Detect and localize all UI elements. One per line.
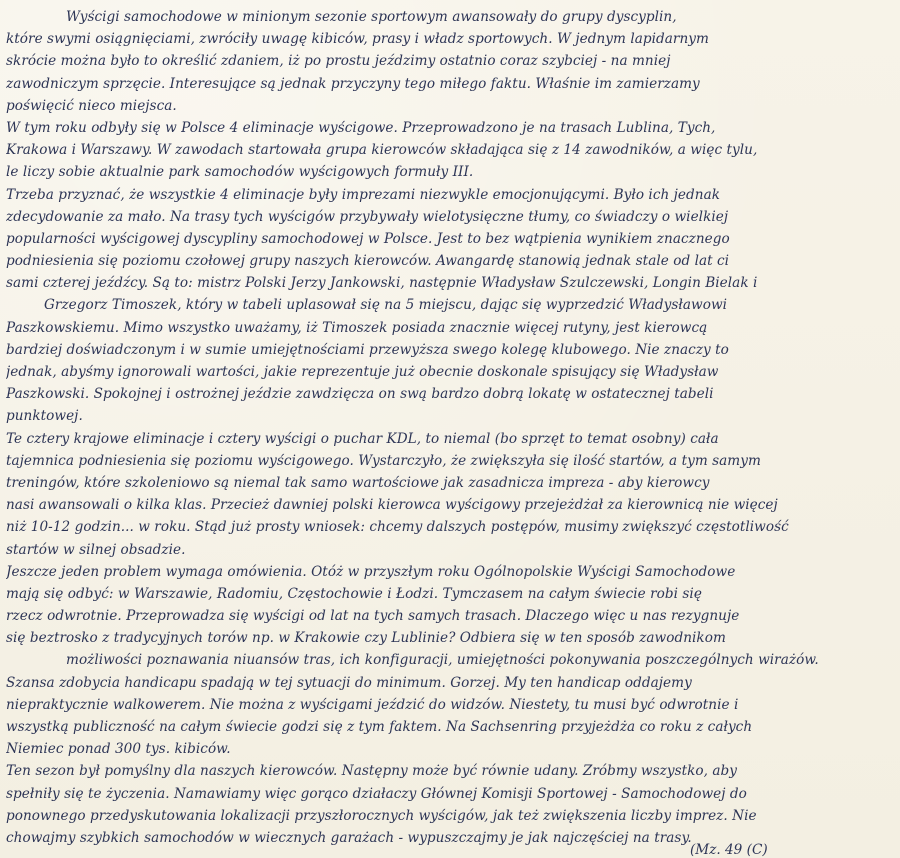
text-line: startów w silnej obsadzie. [6, 541, 186, 558]
text-line: bardziej doświadczonym i w sumie umiejętnościami przewyższa swego kolegę klubowego. Nie znaczy to [6, 341, 729, 358]
text-line: zawodniczym sprzęcie. Interesujące są jednak przyczyny tego miłego faktu. Właśnie im zamierzamy [6, 75, 700, 92]
text-line: się beztrosko z tradycyjnych torów np. w Krakowie czy Lublinie? Odbiera się w ten sposób zawodnikom [6, 630, 726, 647]
text-line: Niemiec ponad 300 tys. kibiców. [6, 741, 231, 758]
text-line: popularności wyścigowej dyscypliny samochodowej w Polsce. Jest to bez wątpienia wynikiem znacznego [6, 230, 730, 247]
text-line: wszystką publiczność na całym świecie godzi się z tym faktem. Na Sachsenring przyjeżdża co roku z całych [6, 719, 753, 735]
text-line: W tym roku odbyły się w Polsce 4 eliminacje wyścigowe. Przeprowadzono je na trasach Lublina, Tych, [6, 119, 716, 136]
text-line: poświęcić nieco miejsca. [6, 97, 177, 114]
text-line: treningów, które szkoleniowo są niemal tak samo wartościowe jak zasadnicza impreza - aby kierowcy [6, 474, 710, 491]
text-line: sami czterej jeźdźcy. Są to: mistrz Polski Jerzy Jankowski, następnie Władysław Szulczewski, Longin Bielak i [6, 275, 758, 292]
text-line: Jeszcze jeden problem wymaga omówienia. Otóż w przyszłym roku Ogólnopolskie Wyścigi Samochodowe [6, 563, 736, 580]
text-line: le liczy sobie aktualnie park samochodów wyścigowych formuły III. [6, 164, 474, 181]
document-body [6, 6, 890, 849]
text-line: Grzegorz Timoszek, który w tabeli uplasował się na 5 miejscu, dając się wyprzedzić Władysławowi [44, 297, 728, 314]
text-line: punktowej. [6, 408, 83, 425]
text-line: Ten sezon był pomyślny dla naszych kierowców. Następny może być równie udany. Zróbmy wszystko, aby [6, 763, 738, 780]
text-line: Wyścigi samochodowe w minionym sezonie sportowym awansowały do grupy dyscyplin, [66, 9, 677, 25]
text-line: Trzeba przyznać, że wszystkie 4 eliminacje były imprezami niezwykle emocjonującymi. Było ich jednak [6, 186, 721, 203]
text-line: Paszkowski. Spokojnej i ostrożnej jeździe zawdzięcza on swą bardzo dobrą lokatę w ostatecznej tabeli [6, 386, 714, 403]
text-line: które swymi osiągnięciami, zwróciły uwagę kibiców, prasy i władz sportowych. W jednym lapidarnym [6, 31, 709, 48]
text-line: chowajmy szybkich samochodów w wiecznych garażach - wypuszczajmy je jak najczęściej na trasy. [6, 829, 692, 846]
text-line: tajemnica podniesienia się poziomu wyścigowego. Wystarczyło, że zwiększyła się ilość startów, a tym samym [6, 452, 761, 469]
text-line: zdecydowanie za mało. Na trasy tych wyścigów przybywały wielotysięczne tłumy, co świadczy o wielkiej [6, 208, 729, 225]
text-line: mają się odbyć: w Warszawie, Radomiu, Częstochowie i Łodzi. Tymczasem na całym świecie robi się [6, 585, 702, 602]
text-line: niepraktycznie walkowerem. Nie można z wyścigami jeździć do widzów. Niestety, tu musi być odwrotnie i [6, 696, 739, 713]
text-line: Paszkowskiemu. Mimo wszystko uważamy, iż Timoszek posiada znacznie więcej rutyny, jest kierowcą [6, 319, 708, 336]
text-line: jednak, abyśmy ignorowali wartości, jakie reprezentuje już obecnie doskonale spisujący się Władysław [6, 364, 719, 380]
text-line: Krakowa i Warszawy. W zawodach startowała grupa kierowców składająca się z 14 zawodników, a więc tylu, [6, 142, 758, 159]
text-line: nasi awansowali o kilka klas. Przecież dawniej polski kierowca wyścigowy przejeżdżał za kierownicą nie więcej [6, 497, 778, 514]
footer-note: (Mz. 49 (C) [690, 842, 768, 858]
text-line: skrócie można było to określić zdaniem, iż po prostu jeździmy ostatnio coraz szybciej - na mniej [6, 53, 671, 70]
text-line: rzecz odwrotnie. Przeprowadza się wyścigi od lat na tych samych trasach. Dlaczego więc u nas rezygnuje [6, 608, 740, 625]
text-line: niż 10-12 godzin... w roku. Stąd już prosty wniosek: chcemy dalszych postępów, musimy zwiększyć częstotliwość [6, 519, 789, 536]
text-line: ponownego przedyskutowania lokalizacji przyszłorocznych wyścigów, jak też zwiększenia liczby imprez. Nie [6, 807, 757, 824]
text-line: Te cztery krajowe eliminacje i cztery wyścigi o puchar KDL, to niemal (bo sprzęt to temat osobny) cała [6, 430, 719, 447]
text-line: spełniły się te życzenia. Namawiamy więc gorąco działaczy Głównej Komisji Sportowej - Samochodowej do [6, 785, 747, 802]
text-line: możliwości poznawania niuansów tras, ich konfiguracji, umiejętności pokonywania poszczególnych wirażów. [66, 652, 819, 669]
text-line: Szansa zdobycia handicapu spadają w tej sytuacji do minimum. Gorzej. My ten handicap oddajemy [6, 674, 692, 691]
text-line: podniesienia się poziomu czołowej grupy naszych kierowców. Awangardę stanowią jednak stale od lat ci [6, 253, 730, 270]
